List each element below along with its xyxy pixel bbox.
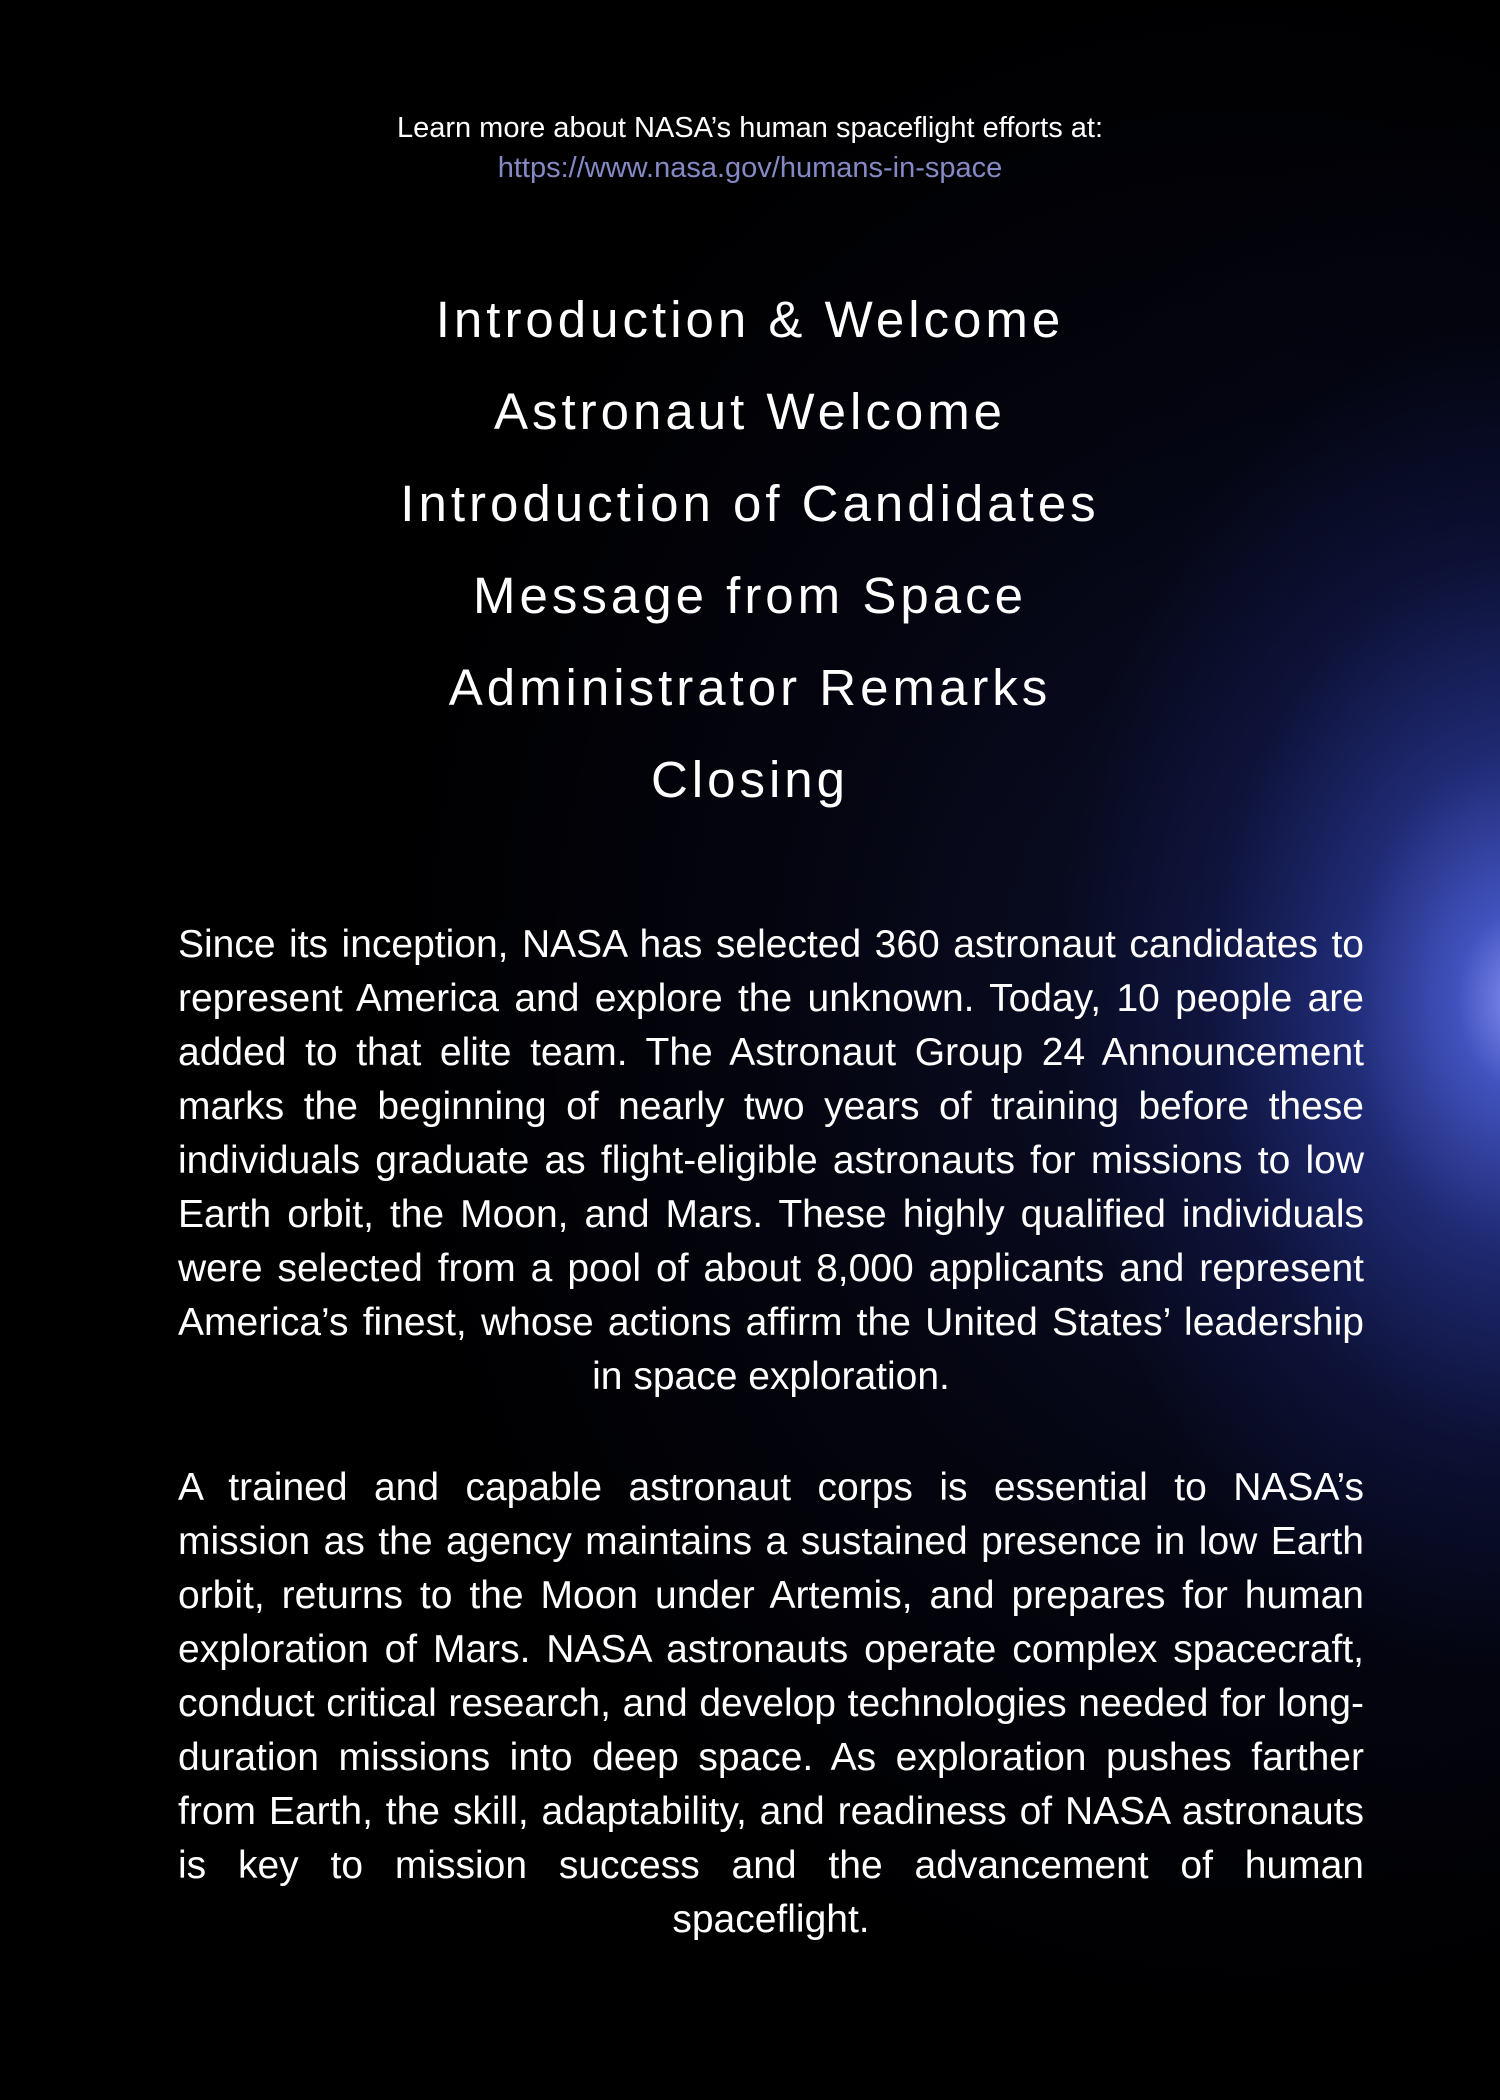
program-item-message-from-space: Message from Space — [473, 567, 1027, 624]
humans-in-space-link[interactable]: https://www.nasa.gov/humans-in-space — [497, 152, 1003, 184]
learn-more-section — [0, 108, 1500, 188]
program-item-introduction-welcome: Introduction & Welcome — [435, 291, 1065, 348]
body-paragraph-1: Since its inception, NASA has selected 360 astronaut candidates to represent America and explore the unknown. Today, 10 people are added to that elite team. The Astronaut Group 24 Announcement marks the beginning of nearly two years of training before these individuals graduate as flight-eligible astronauts for missions to low Earth orbit, the Moon, and Mars. These highly qualified individuals were selected from a pool of about 8,000 applicants and represent America’s finest, whose actions affirm the United States’ leadership in space exploration. — [178, 923, 1364, 1398]
learn-more-text: Learn more about NASA’s human spaceflight efforts at: — [396, 112, 1104, 144]
program-item-introduction-of-candidates: Introduction of Candidates — [400, 475, 1100, 532]
program-item-administrator-remarks: Administrator Remarks — [448, 659, 1052, 716]
program-item-astronaut-welcome: Astronaut Welcome — [493, 383, 1007, 440]
program-list — [0, 274, 1500, 826]
body-paragraph-2: A trained and capable astronaut corps is essential to NASA’s mission as the agency maintains a sustained presence in low Earth orbit, returns to the Moon under Artemis, and prepares for human exploration of Mars. NASA astronauts operate complex spacecraft, conduct critical research, and develop technologies needed for long-duration missions into deep space. As exploration pushes farther from Earth, the skill, adaptability, and readiness of NASA astronauts is key to mission success and the advancement of human spaceflight. — [178, 1466, 1364, 1941]
program-item-closing: Closing — [650, 751, 850, 808]
